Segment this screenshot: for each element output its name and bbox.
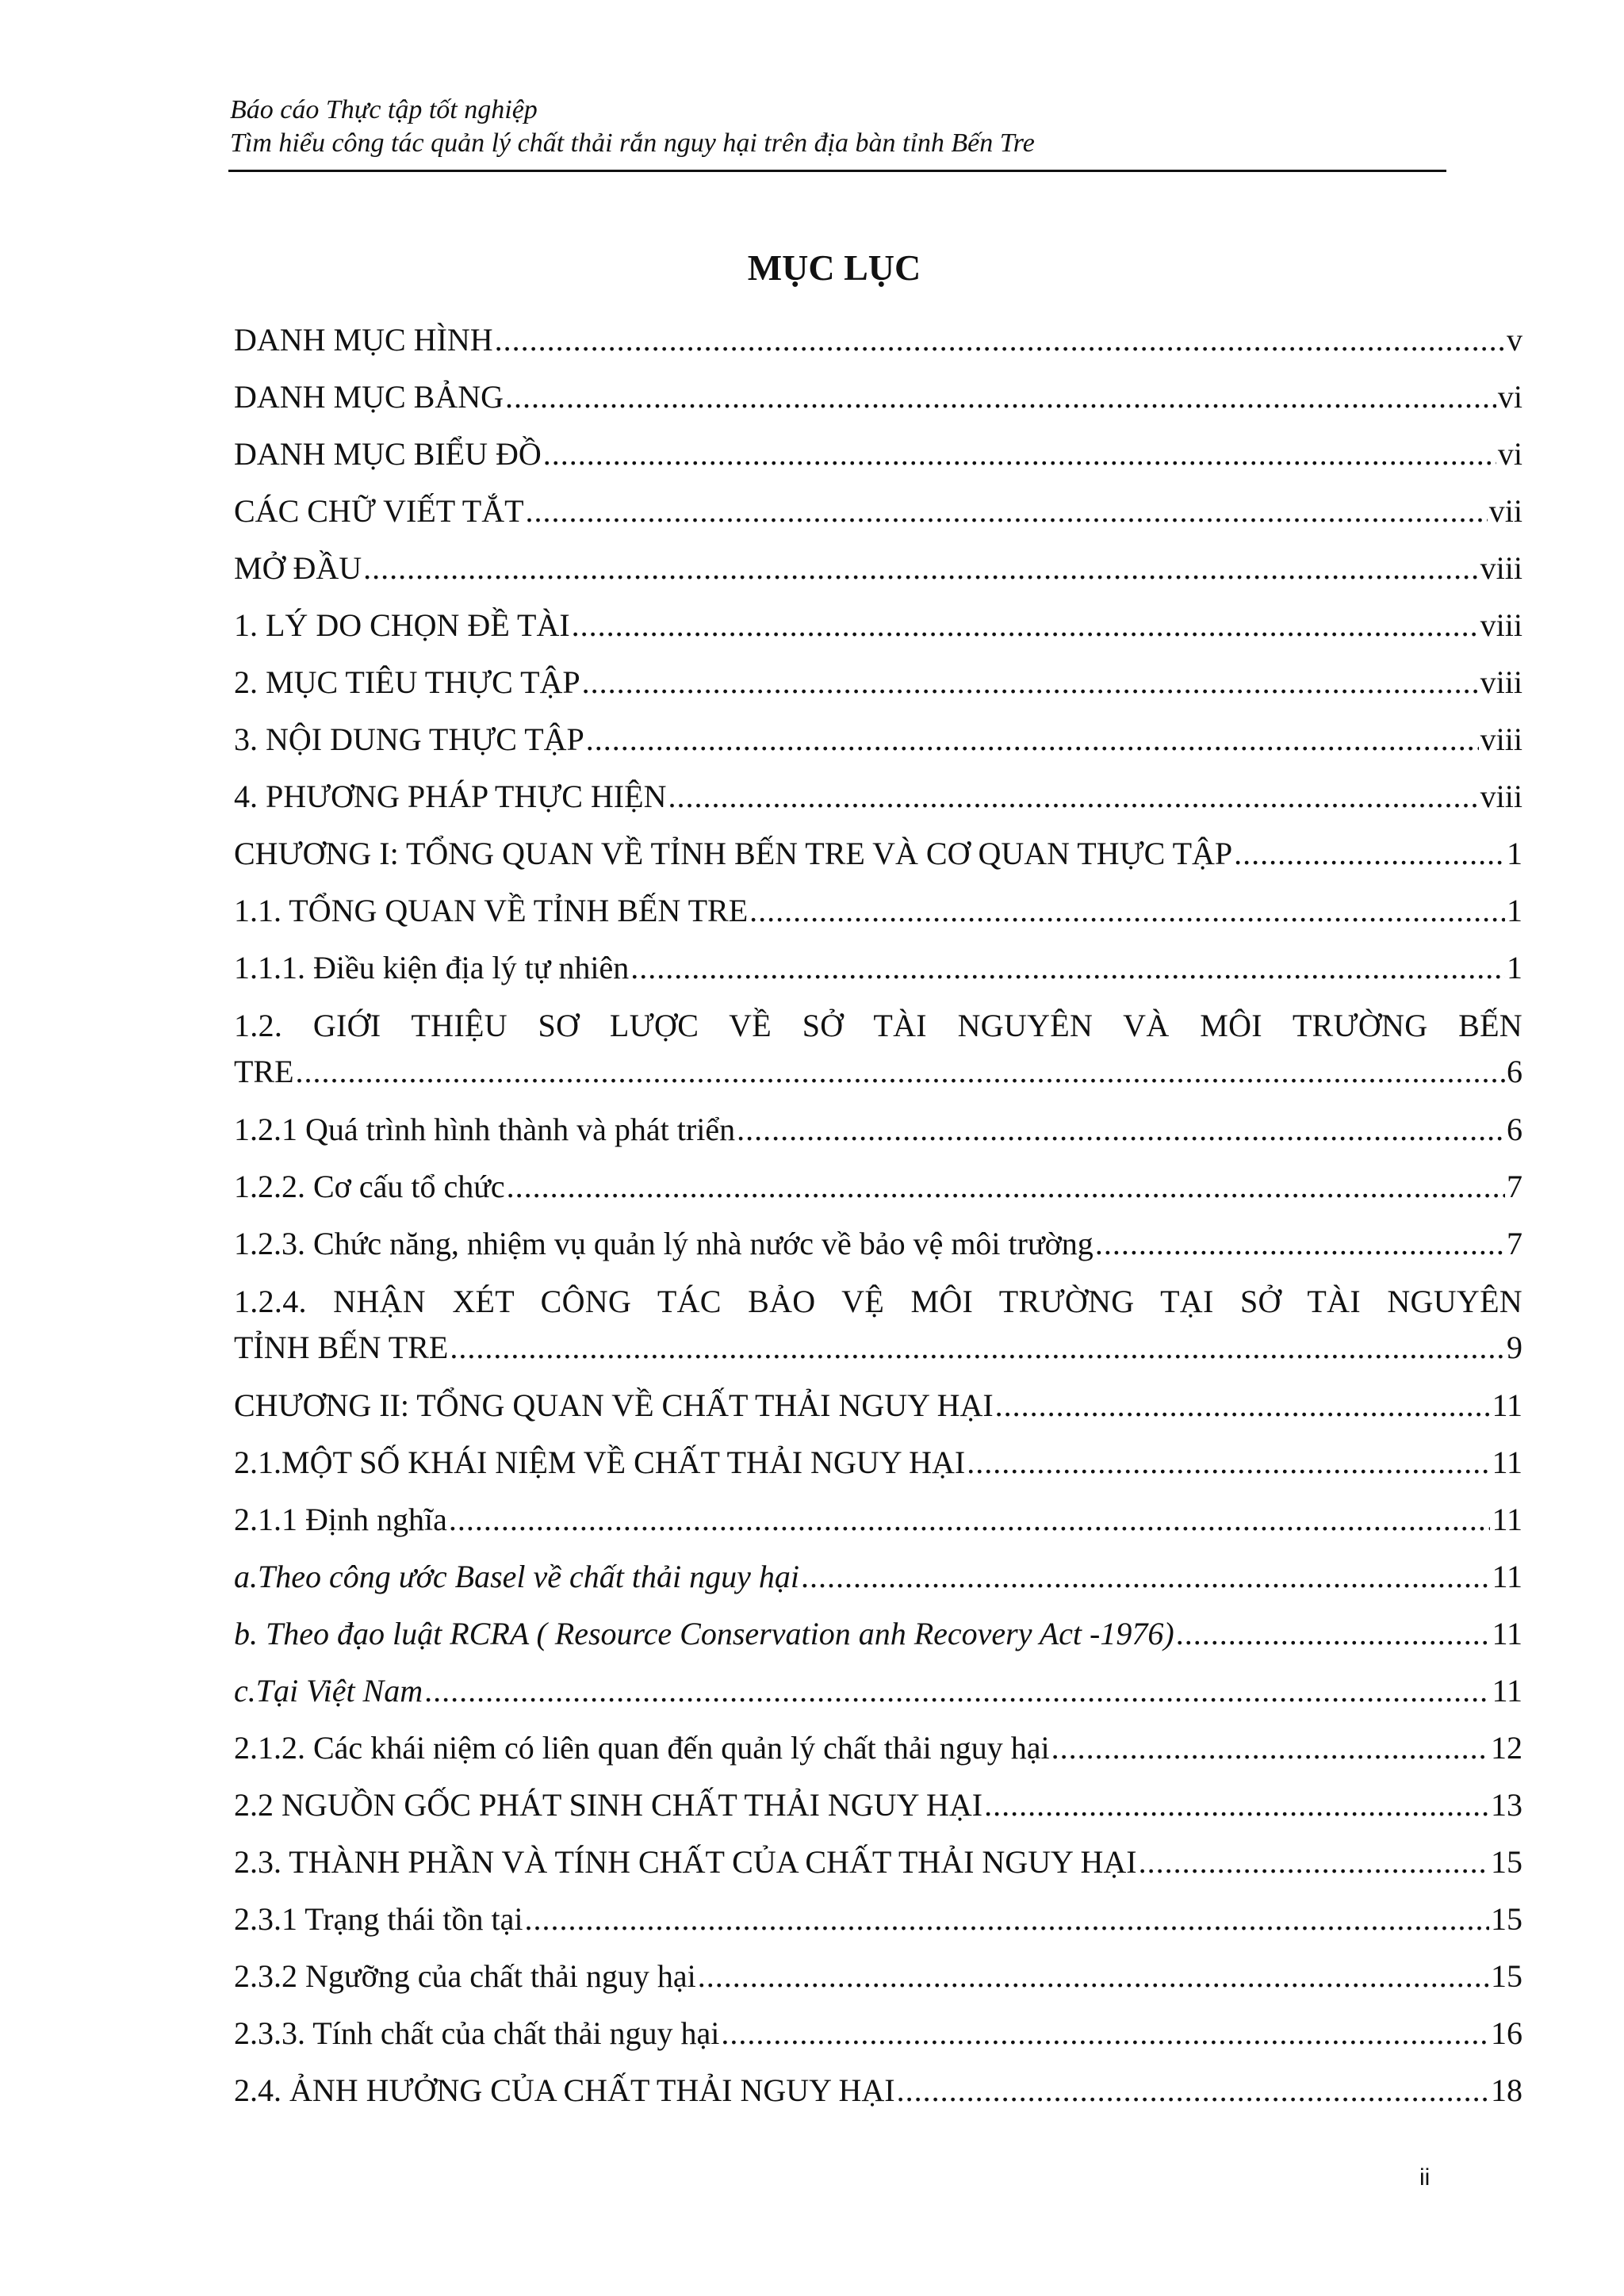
toc-entry-text: 2.1.2. Các khái niệm có liên quan đến quản lý chất thải nguy hại <box>234 1730 1050 1766</box>
toc-leader-dots <box>698 1948 1489 2005</box>
toc-entry[interactable] <box>234 654 1522 711</box>
toc-leader-dots <box>572 597 1479 654</box>
toc-page-number: 1 <box>1507 836 1522 871</box>
toc-leader-dots <box>524 1891 1489 1948</box>
toc-entry[interactable] <box>234 483 1522 540</box>
toc-entry-text: 4. PHƯƠNG PHÁP THỰC HIỆN <box>234 779 667 814</box>
toc-page-number: 18 <box>1491 2072 1522 2108</box>
toc-leader-dots <box>995 1377 1491 1434</box>
toc-entry-continuation <box>234 1049 1522 1095</box>
toc-page-number: 15 <box>1491 1901 1522 1937</box>
toc-entry[interactable] <box>234 1777 1522 1834</box>
toc-entry[interactable] <box>234 825 1522 882</box>
toc-leader-dots <box>737 1101 1505 1158</box>
toc-entry[interactable] <box>234 1434 1522 1491</box>
header-line-1: Báo cáo Thực tập tốt nghiệp <box>230 95 538 124</box>
toc-entry-text: b. Theo đạo luật RCRA ( Resource Conservation anh Recovery Act -1976) <box>234 1616 1174 1651</box>
toc-page-number: 11 <box>1492 1502 1522 1537</box>
toc-page-number: 15 <box>1491 1844 1522 1880</box>
toc-page-number: vii <box>1488 493 1522 529</box>
toc-entry-continuation <box>234 1325 1522 1371</box>
toc-page-number: 1 <box>1507 950 1522 985</box>
toc-page-number: v <box>1507 322 1522 358</box>
toc-leader-dots <box>668 768 1478 825</box>
toc-entry[interactable] <box>234 882 1522 939</box>
toc-entry-text: 1.2. GIỚI THIỆU SƠ LƯỢC VỀ SỞ TÀI NGUYÊN VÀ MÔI TRƯỜNG BẾN <box>234 1008 1522 1043</box>
toc-leader-dots <box>586 711 1479 768</box>
toc-page-number: vi <box>1497 436 1522 472</box>
toc-entry-text: 1.2.1 Quá trình hình thành và phát triển <box>234 1112 736 1147</box>
toc-entry[interactable] <box>234 1834 1522 1891</box>
toc-leader-dots <box>449 1491 1491 1548</box>
toc-leader-dots <box>543 426 1496 483</box>
toc-entry[interactable] <box>234 1605 1522 1663</box>
toc-leader-dots <box>582 654 1479 711</box>
toc-entry-text: 2.1.1 Định nghĩa <box>234 1502 447 1537</box>
toc-page-number: 9 <box>1507 1330 1522 1365</box>
toc-page-number: 12 <box>1491 1730 1522 1766</box>
toc-entry[interactable] <box>234 1377 1522 1434</box>
toc-leader-dots <box>1139 1834 1489 1891</box>
toc-entry[interactable] <box>234 768 1522 825</box>
toc-entry-text: 2.4. ẢNH HƯỞNG CỦA CHẤT THẢI NGUY HẠI <box>234 2072 895 2108</box>
toc-leader-dots <box>296 1049 1505 1095</box>
toc-entry-text: 2.3.3. Tính chất của chất thải nguy hại <box>234 2015 720 2051</box>
toc-entry-text: 2.1.MỘT SỐ KHÁI NIỆM VỀ CHẤT THẢI NGUY HẠI <box>234 1445 966 1480</box>
toc-leader-dots <box>897 2062 1489 2119</box>
toc-leader-dots <box>1176 1605 1491 1663</box>
toc-page-number: 1 <box>1507 893 1522 928</box>
toc-entry[interactable] <box>234 2005 1522 2062</box>
toc-entry[interactable] <box>234 997 1522 1101</box>
toc-entry-text: a.Theo công ước Basel về chất thải nguy hại <box>234 1559 800 1594</box>
toc-page-number: viii <box>1480 664 1522 700</box>
toc-leader-dots <box>505 369 1496 426</box>
toc-entry-text: 1.1.1. Điều kiện địa lý tự nhiên <box>234 950 630 985</box>
toc-entry[interactable] <box>234 312 1522 369</box>
toc-entry-text: 3. NỘI DUNG THỰC TẬP <box>234 721 584 757</box>
toc-leader-dots <box>801 1548 1490 1605</box>
toc-leader-dots <box>507 1158 1505 1215</box>
toc-entry[interactable] <box>234 1491 1522 1548</box>
header-line-2: Tìm hiểu công tác quản lý chất thải rắn nguy hại trên địa bàn tỉnh Bến Tre <box>230 128 1035 158</box>
toc-entry-text: CHƯƠNG I: TỔNG QUAN VỀ TỈNH BẾN TRE VÀ CƠ QUAN THỰC TẬP <box>234 836 1233 871</box>
toc-entry[interactable] <box>234 1948 1522 2005</box>
toc-entry[interactable] <box>234 1272 1522 1377</box>
toc-entry-text-continued: TỈNH BẾN TRE <box>234 1330 449 1365</box>
toc-leader-dots <box>630 939 1505 997</box>
toc-entry[interactable] <box>234 939 1522 997</box>
toc-leader-dots <box>450 1325 1505 1371</box>
toc-page-number: 11 <box>1492 1673 1522 1709</box>
toc-title: MỤC LỤC <box>747 247 921 288</box>
toc-page-number: vi <box>1497 379 1522 415</box>
toc-entry[interactable] <box>234 1663 1522 1720</box>
toc-page-number: 6 <box>1507 1112 1522 1147</box>
toc-entry-text: 2.3.2 Ngưỡng của chất thải nguy hại <box>234 1958 696 1994</box>
toc-page-number: 11 <box>1492 1445 1522 1480</box>
toc-leader-dots <box>1051 1720 1489 1777</box>
toc-entry-text: c.Tại Việt Nam <box>234 1673 423 1709</box>
toc-entry[interactable] <box>234 369 1522 426</box>
toc-leader-dots <box>967 1434 1490 1491</box>
toc-page-number: 13 <box>1491 1787 1522 1823</box>
toc-page-number: 11 <box>1492 1616 1522 1651</box>
toc-leader-dots <box>495 312 1505 369</box>
toc-entry[interactable] <box>234 426 1522 483</box>
toc-leader-dots <box>363 540 1479 597</box>
toc-page-number: 6 <box>1507 1054 1522 1089</box>
toc-page-number: viii <box>1480 779 1522 814</box>
toc-entry[interactable] <box>234 1101 1522 1158</box>
toc-entry-text: 2.3. THÀNH PHẦN VÀ TÍNH CHẤT CỦA CHẤT THẢI NGUY HẠI <box>234 1844 1137 1880</box>
toc-leader-dots <box>749 882 1505 939</box>
toc-entry[interactable] <box>234 1215 1522 1272</box>
toc-leader-dots <box>721 2005 1489 2062</box>
toc-entry-text: 2. MỤC TIÊU THỰC TẬP <box>234 664 580 700</box>
page-number: ii <box>1419 2164 1431 2191</box>
toc-entry[interactable] <box>234 540 1522 597</box>
toc-entry[interactable] <box>234 597 1522 654</box>
header-rule <box>228 170 1446 172</box>
toc-entry-text: DANH MỤC BẢNG <box>234 379 504 415</box>
toc-entry-text-continued: TRE <box>234 1054 294 1089</box>
toc-entry-text: DANH MỤC HÌNH <box>234 322 493 358</box>
toc-entry-text: 2.2 NGUỒN GỐC PHÁT SINH CHẤT THẢI NGUY HẠI <box>234 1787 983 1823</box>
toc-page-number: 7 <box>1507 1226 1522 1261</box>
toc-entry[interactable] <box>234 1548 1522 1605</box>
toc-entry-text: 2.3.1 Trạng thái tồn tại <box>234 1901 523 1937</box>
toc-entry-text: 1.2.3. Chức năng, nhiệm vụ quản lý nhà nước về bảo vệ môi trường <box>234 1226 1094 1261</box>
toc-entry[interactable] <box>234 1158 1522 1215</box>
toc-page-number: viii <box>1480 721 1522 757</box>
toc-entry-text: 1.2.2. Cơ cấu tổ chức <box>234 1169 505 1204</box>
toc-page-number: viii <box>1480 607 1522 643</box>
toc-entry[interactable] <box>234 1891 1522 1948</box>
toc-page-number: 7 <box>1507 1169 1522 1204</box>
toc-entry-text: 1.2.4. NHẬN XÉT CÔNG TÁC BẢO VỆ MÔI TRƯỜNG TẠI SỞ TÀI NGUYÊN <box>234 1284 1522 1319</box>
toc-entry-text: 1. LÝ DO CHỌN ĐỀ TÀI <box>234 607 570 643</box>
toc-entry-text: CÁC CHỮ VIẾT TẮT <box>234 493 524 529</box>
toc-entry-text: 1.1. TỔNG QUAN VỀ TỈNH BẾN TRE <box>234 893 749 928</box>
toc-page-number: 16 <box>1491 2015 1522 2051</box>
toc-leader-dots <box>1234 825 1505 882</box>
toc-leader-dots <box>984 1777 1489 1834</box>
toc-leader-dots <box>1095 1215 1505 1272</box>
toc-leader-dots <box>424 1663 1490 1720</box>
toc-page-number: viii <box>1480 550 1522 586</box>
toc-entry-text: MỞ ĐẦU <box>234 550 362 586</box>
toc-page-number: 11 <box>1492 1387 1522 1423</box>
table-of-contents <box>234 312 1522 2119</box>
toc-page-number: 11 <box>1492 1559 1522 1594</box>
toc-entry-text: CHƯƠNG II: TỔNG QUAN VỀ CHẤT THẢI NGUY HẠI <box>234 1387 994 1423</box>
toc-page-number: 15 <box>1491 1958 1522 1994</box>
toc-entry[interactable] <box>234 711 1522 768</box>
running-header <box>230 94 1443 160</box>
toc-leader-dots <box>526 483 1488 540</box>
toc-entry[interactable] <box>234 1720 1522 1777</box>
toc-entry[interactable] <box>234 2062 1522 2119</box>
toc-entry-text: DANH MỤC BIỂU ĐỒ <box>234 436 542 472</box>
